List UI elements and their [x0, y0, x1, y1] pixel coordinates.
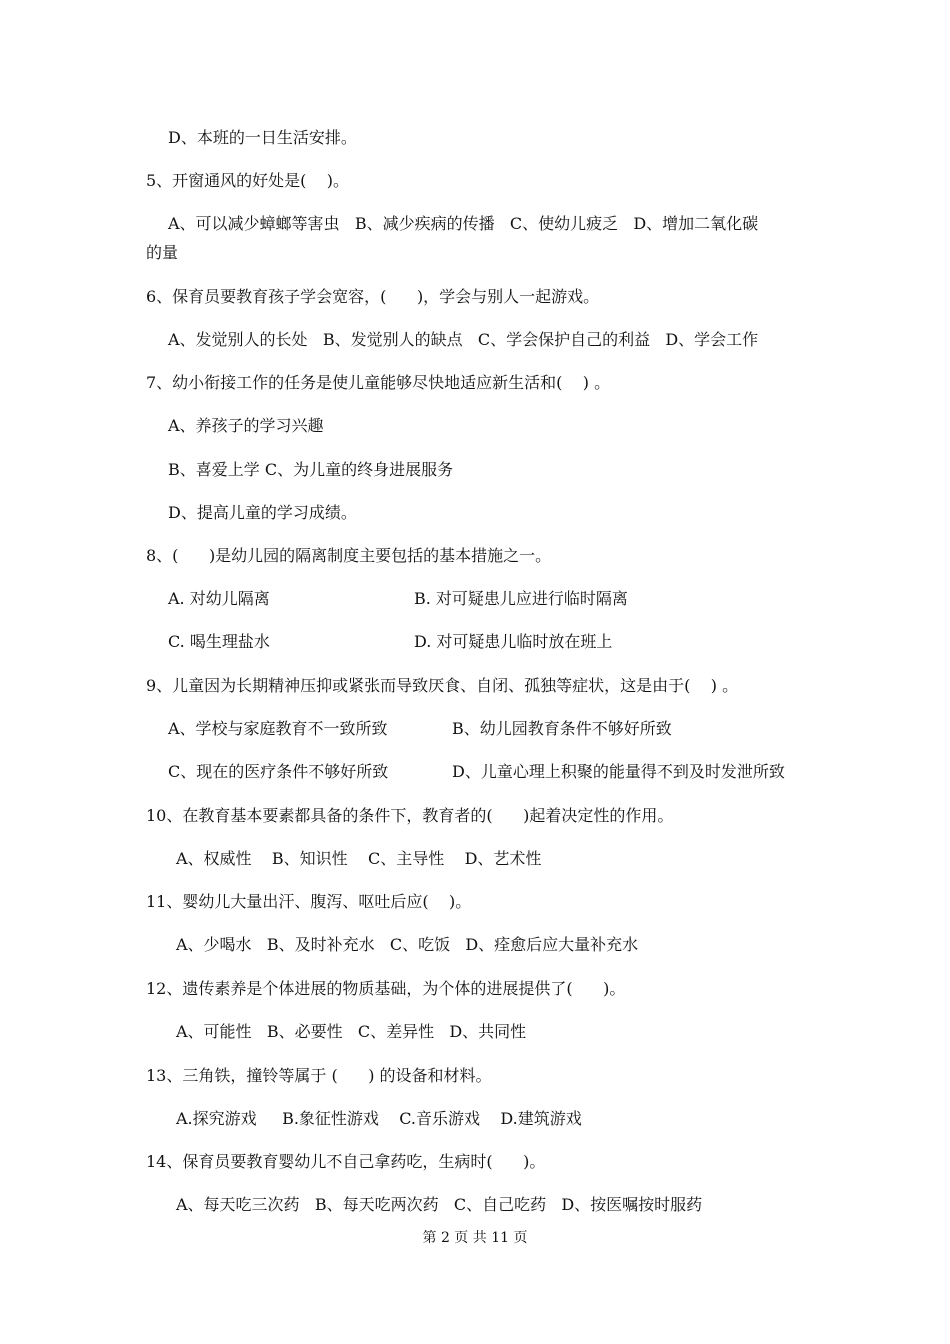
question-7: 7、幼小衔接工作的任务是使儿童能够尽快地适应新生活和( ) 。	[146, 373, 611, 392]
question-6: 6、保育员要教育孩子学会宽容，( )，学会与别人一起游戏。	[146, 287, 600, 306]
question-7-option-a: A、养孩子的学习兴趣	[168, 416, 324, 435]
question-9-option-d: D、儿童心理上积聚的能量得不到及时发泄所致	[452, 762, 785, 781]
question-7-option-bc: B、喜爱上学 C、为儿童的终身进展服务	[168, 460, 454, 479]
question-13: 13、三角铁，撞铃等属于 ( ) 的设备和材料。	[146, 1066, 492, 1085]
page-footer: 第 2 页 共 11 页	[422, 1230, 528, 1246]
question-12-options: A、可能性 B、必要性 C、差异性 D、共同性	[176, 1022, 527, 1041]
question-5: 5、开窗通风的好处是( )。	[146, 171, 350, 190]
question-11-options: A、少喝水 B、及时补充水 C、吃饭 D、痊愈后应大量补充水	[176, 935, 639, 954]
q4-option-d: D、本班的一日生活安排。	[168, 128, 357, 147]
question-14-options: A、每天吃三次药 B、每天吃两次药 C、自己吃药 D、按医嘱按时服药	[176, 1195, 703, 1214]
question-8-option-a: A. 对幼儿隔离	[168, 589, 270, 608]
question-14: 14、保育员要教育婴幼儿不自己拿药吃，生病时( )。	[146, 1152, 546, 1171]
question-8-option-d: D. 对可疑患儿临时放在班上	[414, 632, 613, 651]
question-8-option-b: B. 对可疑患儿应进行临时隔离	[414, 589, 628, 608]
question-13-options: A.探究游戏 B.象征性游戏 C.音乐游戏 D.建筑游戏	[176, 1109, 582, 1128]
question-10-options: A、权威性 B、知识性 C、主导性 D、艺术性	[176, 849, 542, 868]
question-9-option-c: C、现在的医疗条件不够好所致	[168, 762, 389, 781]
question-9: 9、儿童因为长期精神压抑或紧张而导致厌食、自闭、孤独等症状，这是由于( ) 。	[146, 676, 739, 695]
question-10: 10、在教育基本要素都具备的条件下，教育者的( )起着决定性的作用。	[146, 806, 674, 825]
question-5-options-continued: 的量	[146, 243, 179, 262]
question-8-option-c: C. 喝生理盐水	[168, 632, 270, 651]
question-8: 8、( )是幼儿园的隔离制度主要包括的基本措施之一。	[146, 546, 552, 565]
question-5-options: A、可以减少蟑螂等害虫 B、减少疾病的传播 C、使幼儿疲乏 D、增加二氧化碳	[168, 214, 759, 233]
question-6-options: A、发觉别人的长处 B、发觉别人的缺点 C、学会保护自己的利益 D、学会工作	[168, 330, 759, 349]
question-11: 11、婴幼儿大量出汗、腹泻、呕吐后应( )。	[146, 892, 472, 911]
question-9-option-b: B、幼儿园教育条件不够好所致	[452, 719, 672, 738]
question-9-option-a: A、学校与家庭教育不一致所致	[168, 719, 388, 738]
question-12: 12、遗传素养是个体进展的物质基础，为个体的进展提供了( )。	[146, 979, 626, 998]
question-7-option-d: D、提高儿童的学习成绩。	[168, 503, 357, 522]
